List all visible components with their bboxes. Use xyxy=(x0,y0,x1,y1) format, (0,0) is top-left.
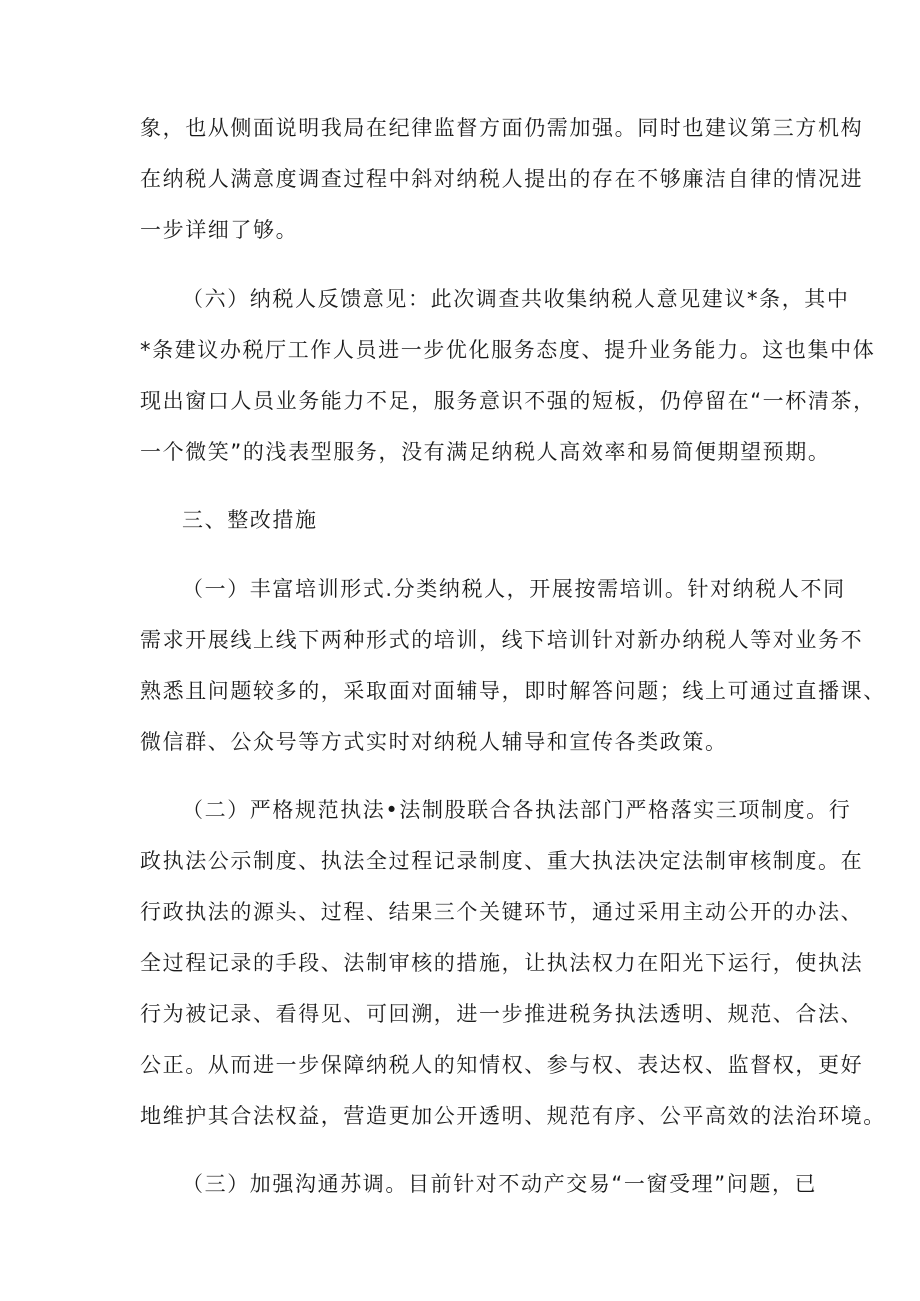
text-line: 微信群、公众号等方式实时对纳税人辅导和宣传各类政策。 xyxy=(140,730,728,754)
text-line: （三）加强沟通苏调。目前针对不动产交易“一窗受理”问题，已 xyxy=(182,1172,818,1196)
text-line: （二）严格规范执法•法制股联合各执法部门严格落实三项制度。行 xyxy=(182,798,852,822)
text-line: 公正。从而进一步保障纳税人的知情权、参与权、表达权、监督权，更好 xyxy=(140,1053,864,1077)
text-line: （一）丰富培训形式.分类纳税人，开展按需培训。针对纳税人不同 xyxy=(182,577,846,601)
text-line: 政执法公示制度、执法全过程记录制度、重大执法决定法制审核制度。在 xyxy=(140,849,864,873)
section-heading: 三、整改措施 xyxy=(182,508,318,532)
text-line: 行为被记录、看得见、可回溯，进一步推进税务执法透明、规范、合法、 xyxy=(140,1002,864,1026)
text-line: 象，也从侧面说明我局在纪律监督方面仍需加强。同时也建议第三方机构 xyxy=(140,116,864,140)
text-line: 行政执法的源头、过程、结果三个关键环节，通过采用主动公开的办法、 xyxy=(140,900,864,924)
text-line: 地维护其合法权益，营造更加公开透明、规范有序、公平高效的法治环境。 xyxy=(140,1104,886,1128)
text-line: 在纳税人满意度调查过程中斜对纳税人提出的存在不够廉洁自律的情况进 xyxy=(140,167,864,191)
text-line: *条建议办税厅工作人员进一步优化服务态度、提升业务能力。这也集中体 xyxy=(140,338,876,362)
text-line: （六）纳税人反馈意见：此次调查共收集纳税人意见建议*条，其中 xyxy=(182,287,850,311)
text-line: 一步详细了够。 xyxy=(140,218,299,242)
text-line: 一个微笑”的浅表型服务，没有满足纳税人高效率和易简便期望预期。 xyxy=(140,440,831,464)
text-line: 全过程记录的手段、法制审核的措施，让执法权力在阳光下运行，使执法 xyxy=(140,951,864,975)
text-line: 现出窗口人员业务能力不足，服务意识不强的短板，仍停留在“一杯清茶， xyxy=(140,389,876,413)
text-line: 熟悉且问题较多的，采取面对面辅导，即时解答问题；线上可通过直播课、 xyxy=(140,679,886,703)
text-line: 需求开展线上线下两种形式的培训，线下培训针对新办纳税人等对业务不 xyxy=(140,628,864,652)
